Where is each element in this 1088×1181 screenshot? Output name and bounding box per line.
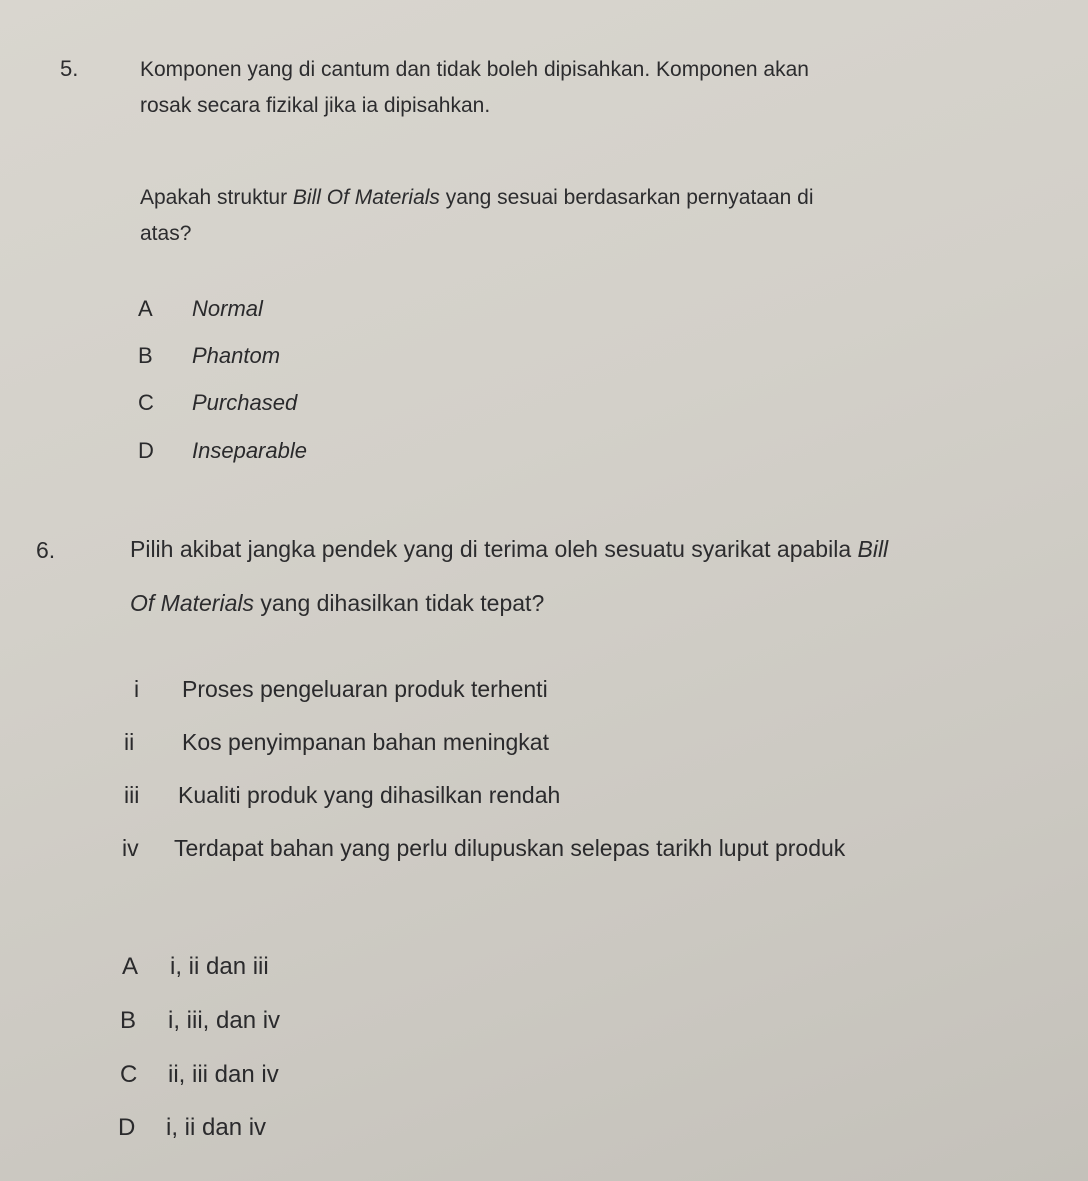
- statement-text: Kos penyimpanan bahan meningkat: [182, 729, 549, 755]
- stem-line-1: Komponen yang di cantum dan tidak boleh dipisahkan. Komponen akan: [140, 58, 809, 81]
- statement-numeral: ii: [124, 729, 135, 755]
- option-b[interactable]: [120, 1007, 280, 1035]
- option-text: Inseparable: [192, 438, 307, 463]
- stem-emphasis: Bill: [857, 536, 889, 562]
- prompt-text-end: atas?: [140, 222, 192, 245]
- option-letter: D: [138, 438, 154, 463]
- question-stem: [130, 522, 1060, 630]
- statement-i: [134, 676, 548, 703]
- option-b[interactable]: [138, 343, 280, 369]
- option-text: i, ii dan iii: [170, 953, 269, 980]
- question-number: 6.: [36, 537, 56, 563]
- option-a[interactable]: [122, 953, 269, 981]
- stem-text-end: yang dihasilkan tidak tepat?: [253, 590, 545, 616]
- statement-iv: [122, 835, 845, 862]
- stem-emphasis-cont: Of Materials: [130, 590, 254, 616]
- option-letter: A: [138, 296, 153, 321]
- option-letter: D: [118, 1114, 136, 1141]
- statement-ii: [124, 729, 549, 756]
- option-letter: C: [120, 1061, 138, 1088]
- statement-iii: [124, 782, 560, 809]
- question-stem: [140, 52, 1040, 124]
- option-a[interactable]: [138, 296, 263, 322]
- question-number: 5.: [60, 56, 79, 81]
- option-letter: B: [138, 343, 153, 368]
- statement-numeral: iv: [122, 835, 139, 861]
- option-c[interactable]: [138, 390, 297, 416]
- option-d[interactable]: [118, 1114, 266, 1142]
- option-text: Normal: [192, 296, 263, 321]
- statement-numeral: i: [134, 676, 140, 702]
- option-text: Phantom: [192, 343, 281, 368]
- prompt-text-cont: yang sesuai berdasarkan pernyataan di: [439, 186, 814, 209]
- option-letter: C: [138, 390, 154, 415]
- option-letter: A: [122, 953, 139, 980]
- option-c[interactable]: [120, 1061, 279, 1089]
- prompt-text: Apakah struktur: [140, 186, 293, 209]
- option-letter: B: [120, 1007, 137, 1034]
- stem-text: Pilih akibat jangka pendek yang di terima oleh sesuatu syarikat apabila: [130, 536, 858, 562]
- option-text: i, ii dan iv: [166, 1114, 267, 1141]
- option-text: ii, iii dan iv: [168, 1061, 279, 1088]
- option-text: Purchased: [192, 390, 298, 415]
- statement-text: Proses pengeluaran produk terhenti: [182, 676, 548, 702]
- statement-text: Kualiti produk yang dihasilkan rendah: [178, 782, 561, 808]
- prompt-emphasis: Bill Of Materials: [292, 186, 440, 209]
- statement-numeral: iii: [124, 782, 140, 808]
- option-text: i, iii, dan iv: [168, 1007, 281, 1034]
- option-d[interactable]: [138, 438, 307, 464]
- statement-text: Terdapat bahan yang perlu dilupuskan selepas tarikh luput produk: [174, 835, 846, 861]
- stem-line-2: rosak secara fizikal jika ia dipisahkan.: [140, 94, 491, 117]
- question-prompt: [140, 180, 1040, 252]
